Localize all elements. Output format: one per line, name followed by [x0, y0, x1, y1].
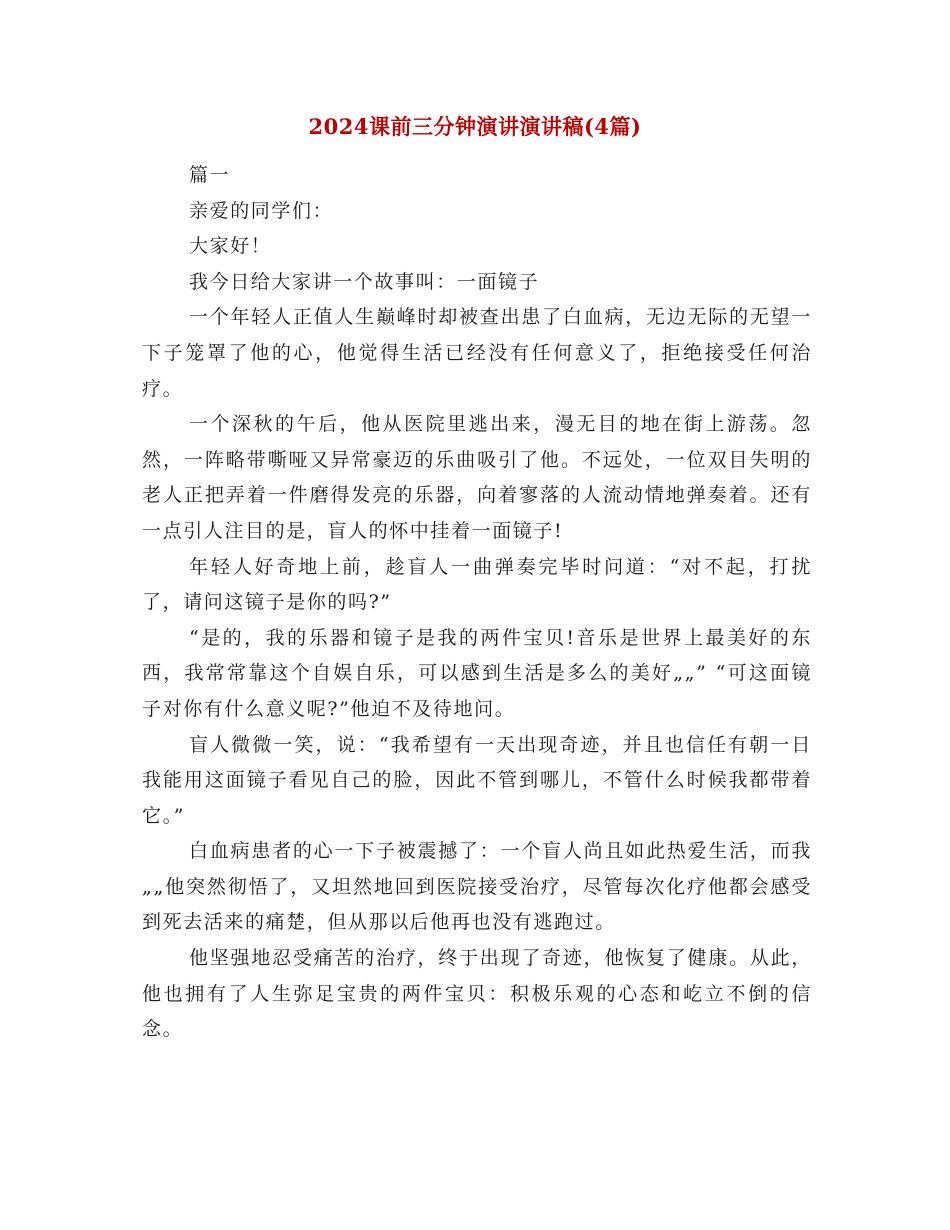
- paragraph: 一个年轻人正值人生巅峰时却被查出患了白血病，无边无际的无望一下子笼罩了他的心，他觉得生活已经没有任何意义了，拒绝接受任何治疗。: [142, 306, 812, 400]
- paragraph: 盲人微微一笑，说：“我希望有一天出现奇迹，并且也信任有朝一日我能用这面镜子看见自己的脸，因此不管到哪儿，不管什么时候我都带着它。”: [142, 733, 812, 827]
- paragraph: 年轻人好奇地上前，趁盲人一曲弹奏完毕时问道：“对不起，打扰了，请问这镜子是你的吗?”: [142, 555, 812, 614]
- paragraph: 我今日给大家讲一个故事叫：一面镜子: [189, 270, 540, 293]
- paragraph: 一个深秋的午后，他从医院里逃出来，漫无目的地在街上游荡。忽然，一阵略带嘶哑又异常豪迈的乐曲吸引了他。不远处，一位双目失明的老人正把弄着一件磨得发亮的乐器，向着寥落的人流动情地弹奏着。还有一点引人注目的是，盲人的怀中挂着一面镜子!: [142, 413, 812, 542]
- salutation: 亲爱的同学们：: [189, 199, 334, 222]
- section-heading: 篇一: [189, 164, 231, 186]
- paragraph: 白血病患者的心一下子被震撼了：一个盲人尚且如此热爱生活，而我„„他突然彻悟了，又坦然地回到医院接受治疗，尽管每次化疗他都会感受到死去活来的痛楚，但从那以后他再也没有逃跑过。: [142, 840, 812, 934]
- paragraph: “是的，我的乐器和镜子是我的两件宝贝!音乐是世界上最美好的东西，我常常靠这个自娱自乐，可以感到生活是多么的美好„„” “可这面镜子对你有什么意义呢?”他迫不及待地问。: [142, 626, 812, 720]
- document-title: 2024课前三分钟演讲演讲稿(4篇): [308, 114, 642, 139]
- paragraph: 他坚强地忍受痛苦的治疗，终于出现了奇迹，他恢复了健康。从此，他也拥有了人生弥足宝贵的两件宝贝：积极乐观的心态和屹立不倒的信念。: [142, 947, 812, 1041]
- document-body: [142, 158, 812, 1048]
- greeting: 大家好！: [189, 235, 272, 258]
